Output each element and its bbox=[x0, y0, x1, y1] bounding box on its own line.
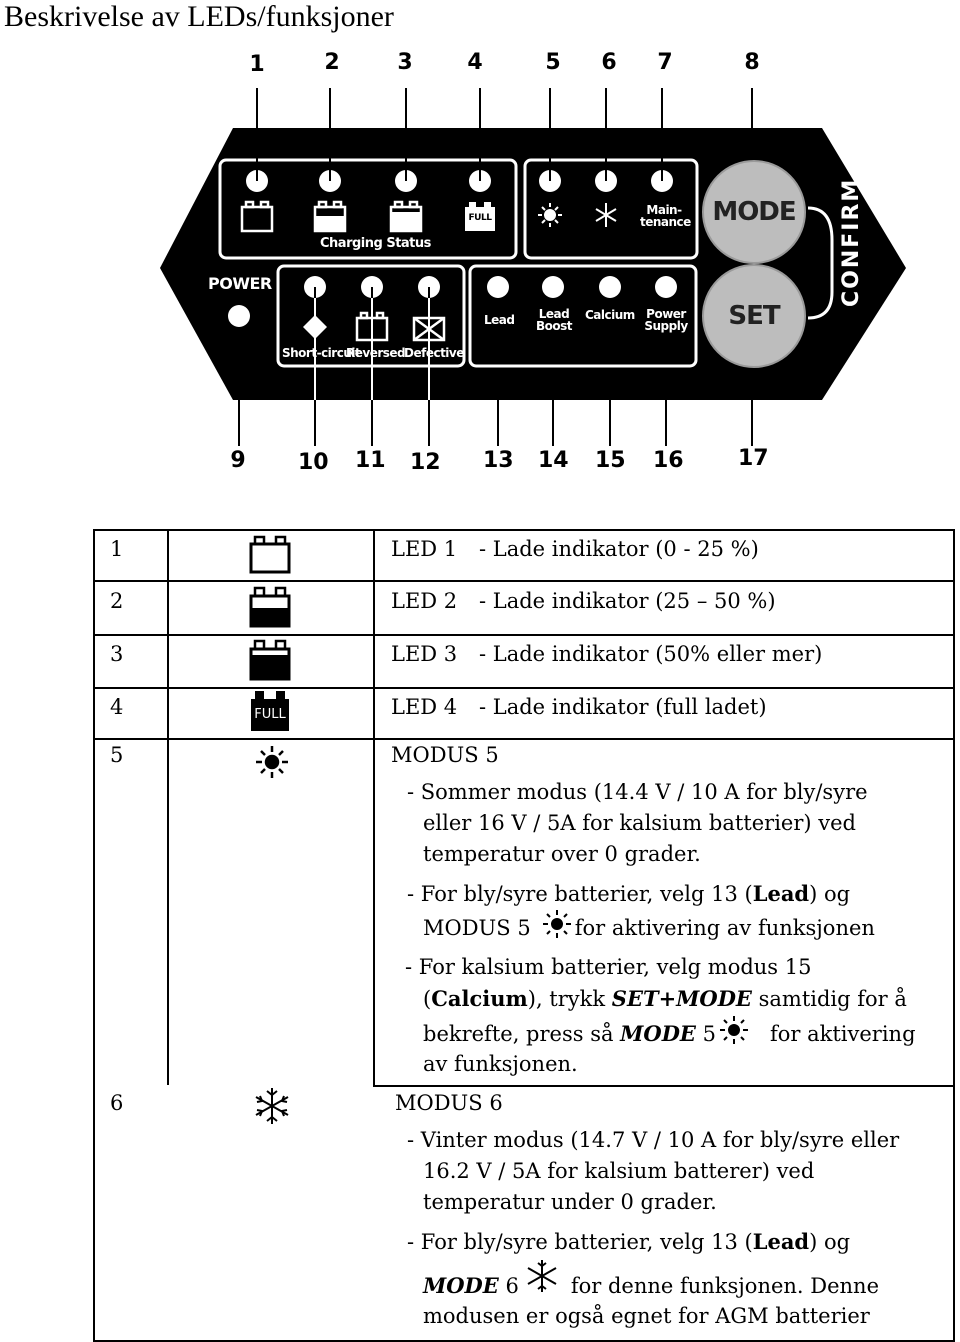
set-button[interactable]: SET bbox=[702, 264, 806, 368]
sun-icon bbox=[542, 909, 572, 939]
mode5-summer-line-2: eller 16 V / 5A for kalsium batterier) ved bbox=[423, 811, 856, 835]
callout-6: 6 bbox=[601, 50, 617, 75]
snowflake-icon bbox=[252, 1086, 292, 1126]
panel-body bbox=[160, 128, 906, 400]
battery-full-icon bbox=[249, 691, 291, 733]
callout-11: 11 bbox=[355, 448, 386, 473]
sun-icon bbox=[719, 1015, 749, 1045]
mode6-winter-line-3: temperatur under 0 grader. bbox=[423, 1190, 717, 1214]
led-9 bbox=[228, 305, 250, 327]
mode6-winter-line-2: 16.2 V / 5A for kalsium batterer) ved bbox=[423, 1159, 815, 1183]
led-15 bbox=[599, 276, 621, 298]
callout-8: 8 bbox=[744, 50, 760, 75]
mode5-calcium-line-2: (Calcium), trykk SET+MODE samtidig for å bbox=[423, 986, 907, 1011]
callout-10: 10 bbox=[298, 450, 329, 475]
callout-14: 14 bbox=[538, 448, 569, 473]
col-divider-1 bbox=[167, 531, 169, 1085]
battery-half-icon bbox=[249, 586, 291, 628]
callout-1: 1 bbox=[249, 52, 265, 77]
col-divider-2 bbox=[373, 531, 375, 1085]
row-divider bbox=[95, 634, 953, 636]
row-divider bbox=[95, 580, 953, 582]
led-14 bbox=[542, 276, 564, 298]
mode5-calcium-line-1: - For kalsium batterier, velg modus 15 bbox=[405, 955, 812, 979]
callout-4: 4 bbox=[467, 50, 483, 75]
maintenance-label: Main- tenance bbox=[640, 203, 691, 229]
led-function-table bbox=[93, 529, 955, 1342]
mode5-lead-line-2: MODUS 5 for aktivering av funksjonen bbox=[423, 916, 875, 940]
mode5-calcium-line-4: av funksjonen. bbox=[423, 1052, 578, 1076]
led-desc-4: - Lade indikator (full ladet) bbox=[479, 695, 767, 719]
led-label-3: LED 3 bbox=[391, 642, 458, 666]
mode6-lead-line-1: - For bly/syre batterier, velg 13 (Lead) og bbox=[407, 1229, 851, 1254]
lead-label: Lead bbox=[484, 313, 515, 327]
mode6-winter-line-1: - Vinter modus (14.7 V / 10 A for bly/syre eller bbox=[407, 1128, 900, 1152]
row-num-1: 1 bbox=[110, 537, 124, 561]
mode5-lead-line-1: - For bly/syre batterier, velg 13 (Lead) og bbox=[407, 881, 851, 906]
sun-icon bbox=[253, 744, 291, 780]
callout-9: 9 bbox=[230, 448, 246, 473]
confirm-label: CONFIRM bbox=[839, 177, 864, 307]
mode5-heading: MODUS 5 bbox=[391, 743, 499, 767]
row-divider bbox=[373, 1085, 953, 1087]
callout-13: 13 bbox=[483, 448, 514, 473]
led-desc-1: - Lade indikator (0 - 25 %) bbox=[479, 537, 759, 561]
snowflake-icon bbox=[524, 1258, 560, 1294]
callout-12: 12 bbox=[410, 450, 441, 475]
callout-15: 15 bbox=[595, 448, 626, 473]
callout-3: 3 bbox=[397, 50, 413, 75]
row-num-6: 6 bbox=[110, 1091, 124, 1115]
callout-17: 17 bbox=[738, 446, 769, 471]
defective-label: Defective bbox=[404, 346, 464, 360]
short-circuit-label: Short-circuit bbox=[282, 346, 361, 360]
led-label-1: LED 1 bbox=[391, 537, 458, 561]
row-divider bbox=[95, 738, 953, 740]
led-label-4: LED 4 bbox=[391, 695, 458, 719]
led-13 bbox=[487, 276, 509, 298]
page-title: Beskrivelse av LEDs/funksjoner bbox=[4, 0, 394, 33]
mode6-lead-line-2: MODE 6 for denne funksjonen. Denne bbox=[423, 1273, 880, 1298]
row-num-2: 2 bbox=[110, 589, 124, 613]
callout-7: 7 bbox=[657, 50, 673, 75]
led-label-2: LED 2 bbox=[391, 589, 458, 613]
mode6-heading: MODUS 6 bbox=[395, 1091, 503, 1115]
led-desc-2: - Lade indikator (25 – 50 %) bbox=[479, 589, 776, 613]
mode5-summer-line-3: temperatur over 0 grader. bbox=[423, 842, 701, 866]
callout-5: 5 bbox=[545, 50, 561, 75]
callout-16: 16 bbox=[653, 448, 684, 473]
battery-filled-icon bbox=[249, 639, 291, 681]
led-desc-3: - Lade indikator (50% eller mer) bbox=[479, 642, 823, 666]
power-label: POWER bbox=[208, 274, 272, 293]
row-num-3: 3 bbox=[110, 642, 124, 666]
mode5-summer-line-1: - Sommer modus (14.4 V / 10 A for bly/syre bbox=[407, 780, 868, 804]
mode-button[interactable]: MODE bbox=[702, 160, 806, 264]
power-supply-label: Power Supply bbox=[644, 307, 688, 333]
led-16 bbox=[655, 276, 677, 298]
calcium-label: Calcium bbox=[585, 308, 635, 322]
mode6-lead-line-3: modusen er også egnet for AGM batterier bbox=[423, 1304, 870, 1328]
row-divider bbox=[95, 687, 953, 689]
lead-boost-label: Lead Boost bbox=[535, 307, 572, 333]
full-icon-label: FULL bbox=[468, 213, 492, 223]
mode5-calcium-line-3: bekrefte, press så MODE 5 for aktivering bbox=[423, 1021, 916, 1046]
row-num-4: 4 bbox=[110, 695, 124, 719]
battery-empty-icon bbox=[249, 535, 291, 575]
reversed-label: Reversed bbox=[346, 346, 406, 360]
control-panel-diagram bbox=[0, 0, 960, 500]
callout-2: 2 bbox=[324, 50, 340, 75]
full-icon-text: FULL bbox=[251, 699, 289, 731]
charging-status-label: Charging Status bbox=[320, 236, 431, 251]
row-num-5: 5 bbox=[110, 743, 124, 767]
